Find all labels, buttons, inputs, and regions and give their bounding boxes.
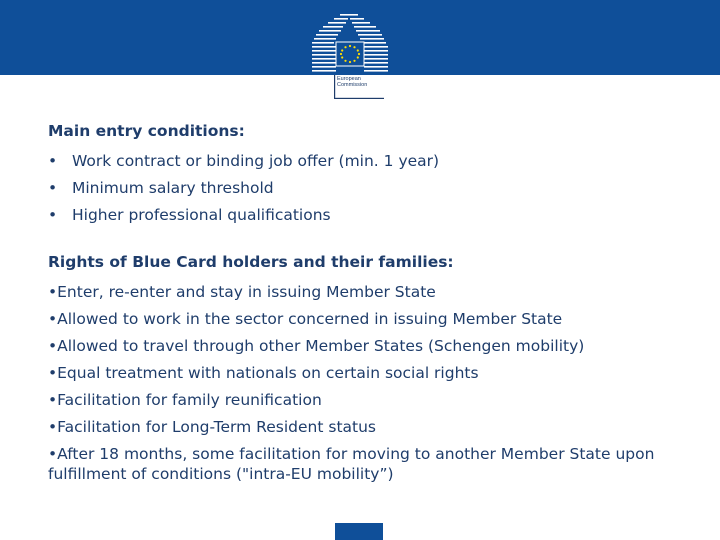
logo-wordmark [337, 76, 367, 88]
list-item: •Facilitation for Long-Term Resident status [48, 418, 377, 436]
logo-line-2: Commission [337, 82, 368, 88]
list-item: •Enter, re-enter and stay in issuing Member State [48, 283, 436, 301]
entry-conditions-list [48, 148, 713, 229]
list-item-text: Work contract or binding job offer (min. 1 year) [72, 152, 440, 170]
entry-conditions-heading: Main entry conditions: [48, 122, 245, 140]
bullet: • [48, 179, 58, 197]
list-item: •Allowed to travel through other Member States (Schengen mobility) [48, 337, 585, 355]
list-item-text: Higher professional qualifications [72, 206, 331, 224]
list-item [48, 202, 713, 229]
list-item: •Facilitation for family reunification [48, 391, 322, 409]
list-item: •Allowed to work in the sector concerned in issuing Member State [48, 310, 563, 328]
logo-line-1: European [337, 76, 361, 82]
footer-bar [335, 523, 383, 540]
list-item [48, 175, 713, 202]
list-item: •Equal treatment with nationals on certain social rights [48, 364, 479, 382]
rights-heading: Rights of Blue Card holders and their families: [48, 253, 454, 271]
rights-list [48, 279, 713, 484]
slide-content [48, 120, 713, 484]
bullet: • [48, 152, 58, 170]
bullet: • [48, 206, 58, 224]
list-item-text: Minimum salary threshold [72, 179, 274, 197]
list-item: •After 18 months, some facilitation for moving to another Member State upon fulfillment of conditions ("intra-EU mobility”) [48, 445, 655, 483]
list-item [48, 148, 713, 175]
